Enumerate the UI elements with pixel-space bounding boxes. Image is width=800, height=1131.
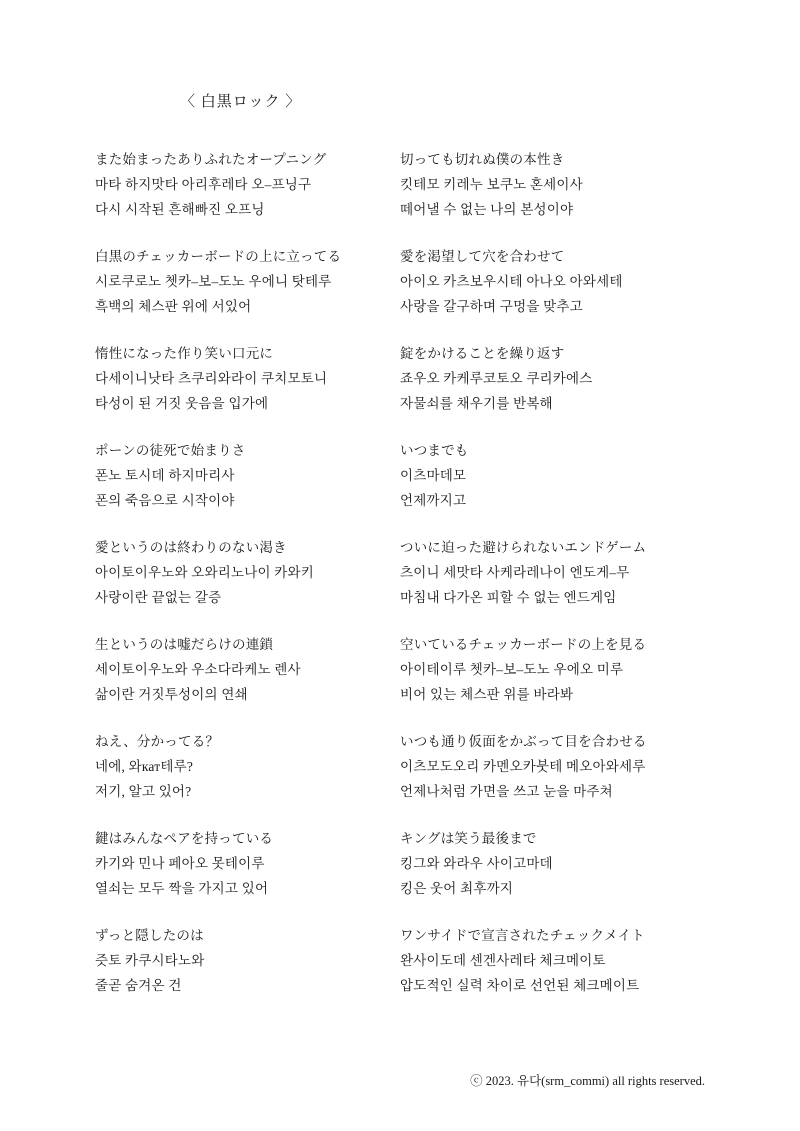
- line-translation: 압도적인 실력 차이로 선언된 체크메이트: [400, 978, 640, 993]
- line-japanese: ねえ、分かってる？: [95, 734, 220, 749]
- stanza: [95, 341, 400, 416]
- copyright-notice: ⓒ 2023. 유다(srm_commi) all rights reserved.: [470, 1074, 705, 1088]
- line-japanese: 白黒のチェッカーボードの上に立ってる: [95, 249, 342, 264]
- stanza: [400, 341, 710, 416]
- stanza: [95, 147, 400, 222]
- line-translation: 열쇠는 모두 짝을 가지고 있어: [95, 881, 269, 896]
- line-translation: 떼어낼 수 없는 나의 본성이야: [400, 202, 574, 217]
- line-romanization: 즛토 카쿠시타노와: [95, 953, 205, 968]
- stanza: [95, 535, 400, 610]
- line-romanization: 네에, 와кат테루?: [95, 759, 194, 774]
- line-japanese: いつも通り仮面をかぶって目を合わせる: [400, 734, 647, 749]
- line-translation: 타성이 된 거짓 웃음을 입가에: [95, 396, 269, 411]
- line-romanization: 아이토이우노와 오와리노나이 카와키: [95, 565, 315, 580]
- line-translation: 폰의 죽음으로 시작이야: [95, 493, 235, 508]
- line-romanization: 세이토이우노와 우소다라케노 렌사: [95, 662, 301, 677]
- line-translation: 줄곧 숨겨온 건: [95, 978, 182, 993]
- line-japanese: ずっと隠したのは: [95, 928, 204, 943]
- line-japanese: 空いているチェッカーボードの上を見る: [400, 637, 647, 652]
- line-romanization: 이츠모도오리 카멘오카붓테 메오아와세루: [400, 759, 646, 774]
- line-romanization: 폰노 토시데 하지마리사: [95, 468, 235, 483]
- line-romanization: 이츠마데모: [400, 468, 467, 483]
- line-romanization: 츠이니 세맛타 사케라레나이 엔도게–무: [400, 565, 630, 580]
- line-romanization: 킹그와 와라우 사이고마데: [400, 856, 553, 871]
- line-translation: 비어 있는 체스판 위를 바라봐: [400, 687, 574, 702]
- line-translation: 언제나처럼 가면을 쓰고 눈을 마주쳐: [400, 784, 613, 799]
- page-title: 〈 白黒ロック 〉: [180, 94, 302, 110]
- line-romanization: 죠우오 카케루코토오 쿠리카에스: [400, 371, 593, 386]
- line-translation: 사랑을 갈구하며 구멍을 맞추고: [400, 299, 583, 314]
- line-translation: 자물쇠를 채우기를 반복해: [400, 396, 553, 411]
- stanza: [400, 535, 710, 610]
- stanza: [95, 729, 400, 804]
- stanza: [400, 632, 710, 707]
- line-translation: 언제까지고: [400, 493, 467, 508]
- line-japanese: ついに迫った避けられないエンドゲーム: [400, 540, 647, 555]
- line-japanese: 錠をかけることを繰り返す: [400, 346, 565, 361]
- line-translation: 마침내 다가온 피할 수 없는 엔드게임: [400, 590, 617, 605]
- left-lyrics-column: [95, 147, 400, 1020]
- line-romanization: 아이오 카츠보우시테 아나오 아와세테: [400, 274, 623, 289]
- right-lyrics-column: [400, 147, 710, 1020]
- line-translation: 사랑이란 끝없는 갈증: [95, 590, 222, 605]
- line-japanese: 生というのは嘘だらけの連鎖: [95, 637, 274, 652]
- stanza: [95, 923, 400, 998]
- line-japanese: 惰性になった作り笑い口元に: [95, 346, 274, 361]
- line-translation: 삶이란 거짓투성이의 연쇄: [95, 687, 248, 702]
- stanza: [95, 244, 400, 319]
- line-japanese: 鍵はみんなペアを持っている: [95, 831, 274, 846]
- stanza: [400, 438, 710, 513]
- line-translation: 킹은 웃어 최후까지: [400, 881, 514, 896]
- line-romanization: 완사이도데 센겐사레타 체크메이토: [400, 953, 606, 968]
- line-romanization: 다세이니낫타 츠쿠리와라이 쿠치모토니: [95, 371, 328, 386]
- line-japanese: ワンサイドで宣言されたチェックメイト: [400, 928, 645, 943]
- stanza: [400, 244, 710, 319]
- line-romanization: 마타 하지맛타 아리후레타 오–프닝구: [95, 177, 312, 192]
- lyrics-columns: [95, 147, 705, 1020]
- line-japanese: キングは笑う最後まで: [400, 831, 537, 846]
- stanza: [95, 632, 400, 707]
- line-translation: 저기, 알고 있어?: [95, 784, 192, 799]
- line-japanese: 切っても切れぬ僕の本性き: [400, 152, 565, 167]
- line-japanese: 愛というのは終わりのない渇き: [95, 540, 287, 555]
- line-romanization: 시로쿠로노 쳇카–보–도노 우에니 탓테루: [95, 274, 332, 289]
- line-romanization: 아이테이루 쳇카–보–도노 우에오 미루: [400, 662, 624, 677]
- line-translation: 다시 시작된 흔해빠진 오프닝: [95, 202, 265, 217]
- stanza: [95, 438, 400, 513]
- stanza: [400, 826, 710, 901]
- line-romanization: 카기와 민나 페아오 못테이루: [95, 856, 265, 871]
- stanza: [400, 729, 710, 804]
- line-translation: 흑백의 체스판 위에 서있어: [95, 299, 252, 314]
- stanza: [95, 826, 400, 901]
- line-romanization: 킷테모 키레누 보쿠노 혼세이사: [400, 177, 583, 192]
- line-japanese: 愛を渇望して穴を合わせて: [400, 249, 565, 264]
- stanza: [400, 147, 710, 222]
- stanza: [400, 923, 710, 998]
- line-japanese: また始まったありふれたオープニング: [95, 152, 327, 167]
- line-japanese: ポーンの徒死で始まりさ: [95, 443, 246, 458]
- line-japanese: いつまでも: [400, 443, 469, 458]
